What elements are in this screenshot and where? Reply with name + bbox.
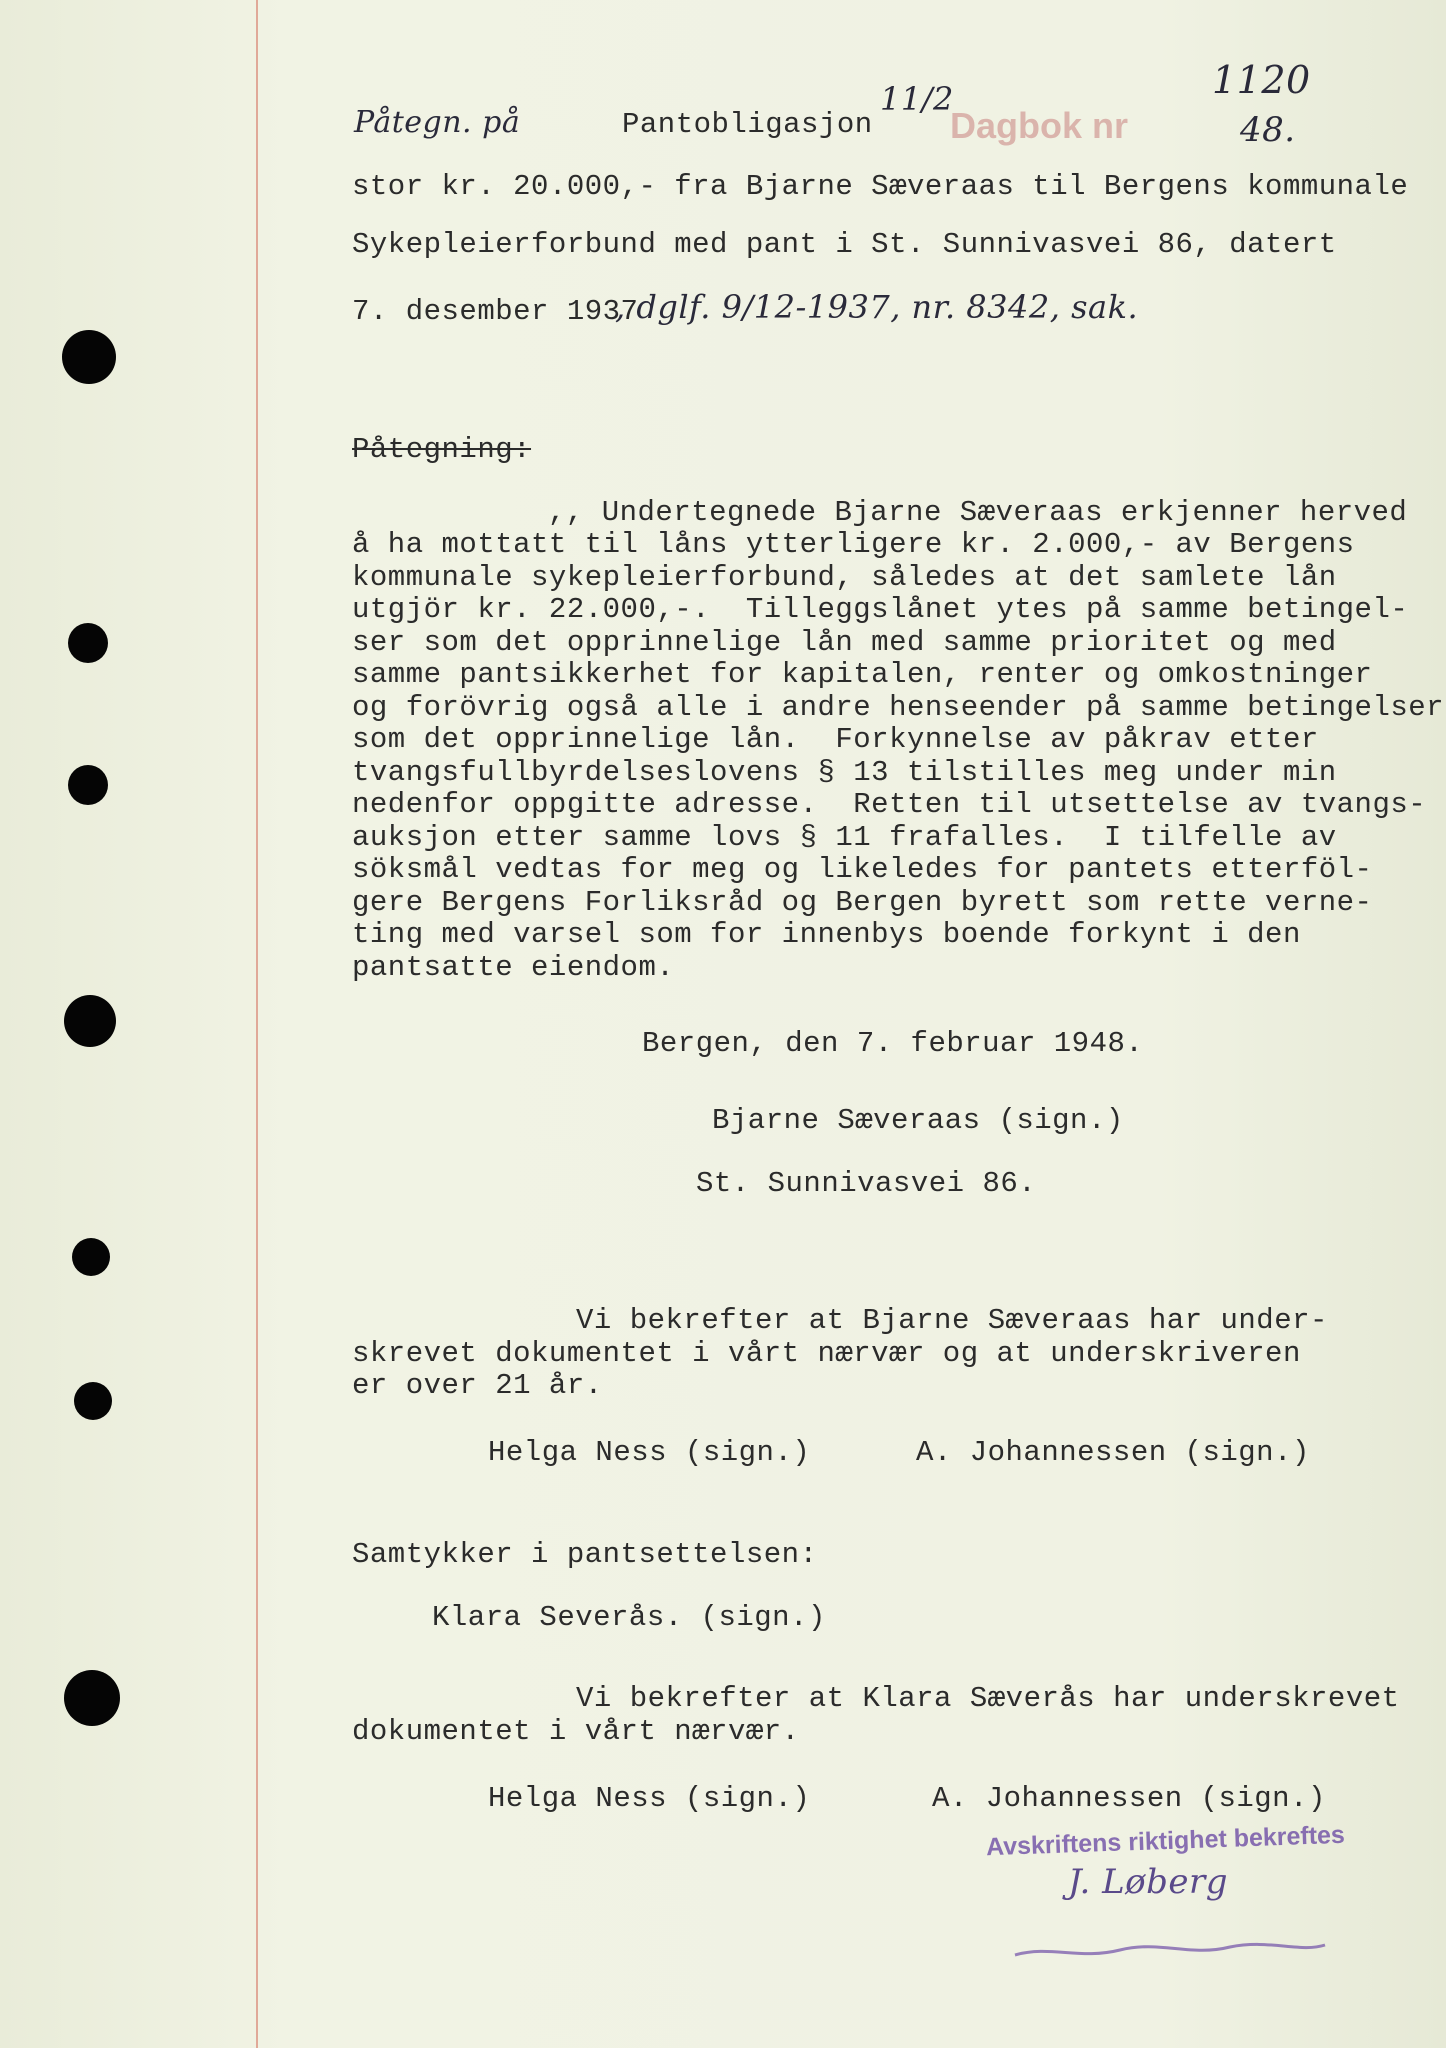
certification-stamp: Avskriftens riktighet bekreftes — [985, 1820, 1346, 1862]
signature-flourish — [1010, 1935, 1330, 1965]
punch-hole — [72, 1238, 110, 1276]
handwritten-date: 11/2 — [880, 80, 954, 118]
handwritten-reference: , dglf. 9/12-1937, nr. 8342, sak. — [615, 288, 1139, 326]
punch-hole — [74, 1382, 112, 1420]
statement-line: skrevet dokumentet i vårt nærvær og at underskriveren — [352, 1337, 1301, 1370]
margin-line — [256, 0, 258, 2048]
statement-line: er over 21 år. — [352, 1369, 603, 1402]
witness-2b: A. Johannessen (sign.) — [932, 1782, 1326, 1815]
punch-hole — [68, 623, 108, 663]
punch-hole — [68, 765, 108, 805]
paragraph-line: ser som det opprinnelige lån med samme prioritet og med — [352, 626, 1337, 659]
paragraph-line: auksjon etter samme lovs § 11 frafalles. I tilfelle av — [352, 821, 1337, 854]
paragraph-line: söksmål vedtas for meg og likeledes for pantets etterföl- — [352, 853, 1373, 886]
paragraph-line: pantsatte eiendom. — [352, 951, 675, 984]
punch-hole — [64, 995, 116, 1047]
certification-signature: J. Løberg — [1068, 1862, 1229, 1902]
header-line-3: Sykepleierforbund med pant i St. Sunnivasvei 86, datert — [352, 228, 1337, 261]
consent-label: Samtykker i pantsettelsen: — [352, 1538, 818, 1571]
paragraph-line: som det opprinnelige lån. Forkynnelse av påkrav etter — [352, 723, 1319, 756]
handwritten-number: 1120 — [1212, 58, 1311, 102]
statement-line: Vi bekrefter at Bjarne Sæveraas har under- — [576, 1304, 1328, 1337]
heading: Påtegning: — [352, 433, 532, 466]
statement-line: dokumentet i vårt nærvær. — [352, 1715, 800, 1748]
witness-1b: A. Johannessen (sign.) — [916, 1436, 1310, 1469]
statement-line: Vi bekrefter at Klara Sæverås har underskrevet — [576, 1682, 1400, 1715]
paragraph-line: og forövrig også alle i andre henseender på samme betingelser — [352, 691, 1445, 724]
paragraph-line: nedenfor oppgitte adresse. Retten til utsettelse av tvangs- — [352, 788, 1427, 821]
dagbok-stamp: Dagbok nr — [950, 105, 1129, 146]
header-line-4: 7. desember 1937 — [352, 295, 639, 328]
paragraph-line: tvangsfullbyrdelseslovens § 13 tilstilles meg under min — [352, 756, 1337, 789]
signer-address: St. Sunnivasvei 86. — [696, 1167, 1037, 1200]
document-type: Pantobligasjon — [622, 108, 873, 141]
paragraph-line: samme pantsikkerhet for kapitalen, renter og omkostninger — [352, 658, 1373, 691]
punch-hole — [62, 330, 116, 384]
paragraph-line: gere Bergens Forliksråd og Bergen byrett som rette verne- — [352, 886, 1373, 919]
handwritten-year: 48. — [1240, 110, 1296, 150]
punch-hole — [64, 1670, 120, 1726]
paragraph-line: ,, Undertegnede Bjarne Sæveraas erkjenner herved — [548, 496, 1408, 529]
witness-2a: Helga Ness (sign.) — [488, 1782, 811, 1815]
signer: Bjarne Sæveraas (sign.) — [712, 1104, 1124, 1137]
witness-1a: Helga Ness (sign.) — [488, 1436, 811, 1469]
paragraph-line: kommunale sykepleierforbund, således at det samlete lån — [352, 561, 1337, 594]
header-line-2: stor kr. 20.000,- fra Bjarne Sæveraas til Bergens kommunale — [352, 170, 1409, 203]
paragraph-line: ting med varsel som for innenbys boende forkynt i den — [352, 918, 1301, 951]
consent-signer: Klara Severås. (sign.) — [432, 1601, 826, 1634]
paragraph-line: utgjör kr. 22.000,-. Tilleggslånet ytes på samme betingel- — [352, 593, 1409, 626]
handwritten-prefix: Påtegn. på — [354, 105, 521, 140]
paragraph-line: å ha mottatt til låns ytterligere kr. 2.000,- av Bergens — [352, 528, 1355, 561]
place-date: Bergen, den 7. februar 1948. — [642, 1027, 1144, 1060]
